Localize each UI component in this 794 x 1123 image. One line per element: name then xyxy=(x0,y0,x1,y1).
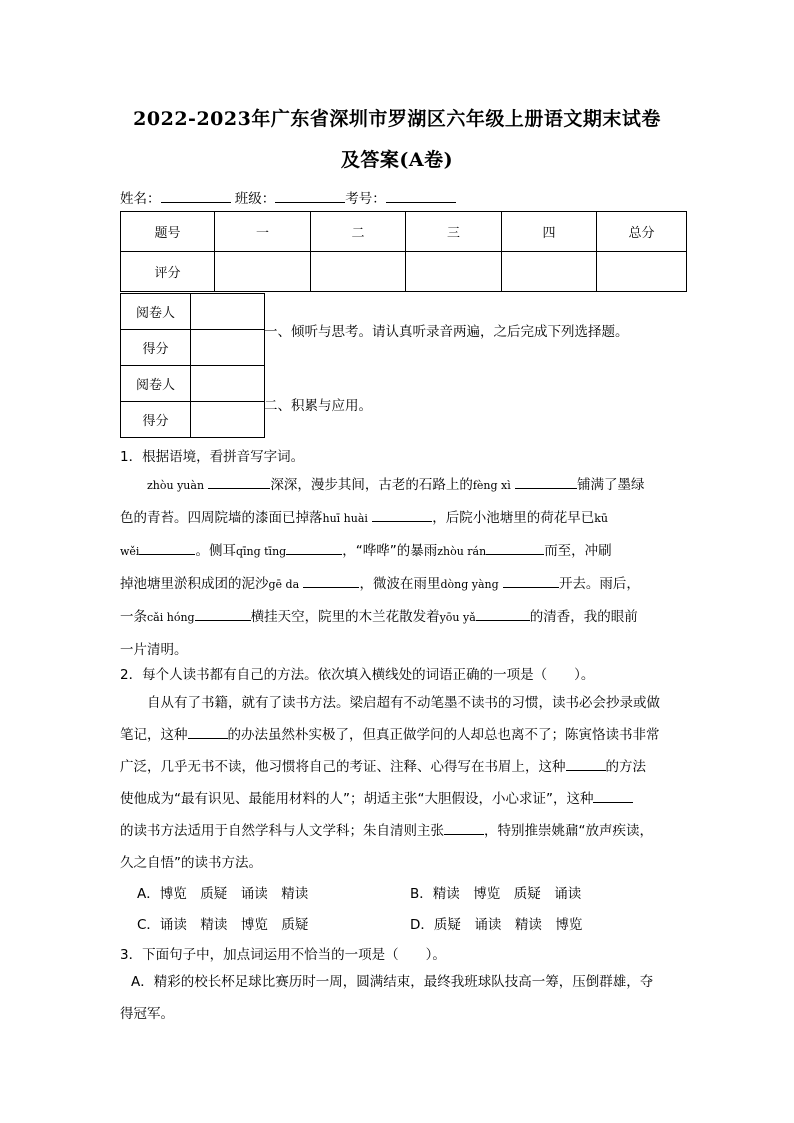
answer-blank[interactable] xyxy=(195,609,251,621)
reviewer-cell[interactable] xyxy=(191,366,265,402)
q1-stem: 1．根据语境，看拼音写字词。 xyxy=(120,449,305,465)
title-line-1: 2022-2023年广东省深圳市罗湖区六年级上册语文期末试卷 xyxy=(133,108,661,130)
q2-line: 久之自悟”的读书方法。 xyxy=(120,855,262,871)
answer-blank[interactable] xyxy=(515,477,577,489)
answer-blank[interactable] xyxy=(286,543,342,555)
q1-text: ，微波在雨里 xyxy=(359,576,441,592)
answer-blank[interactable] xyxy=(476,609,530,621)
pinyin: dòng yàng xyxy=(440,578,499,591)
q2-stem: 2．每个人读书都有自己的方法。依次填入横线处的词语正确的一项是（ ）。 xyxy=(120,667,595,683)
class-label: 班级： xyxy=(234,191,276,207)
q1-line xyxy=(120,568,676,601)
answer-blank[interactable] xyxy=(444,823,484,835)
score-header-cell: 四 xyxy=(502,212,597,252)
score-table-header-row xyxy=(121,212,687,252)
q1-text: 一片清明。 xyxy=(120,642,188,658)
reviewer-label: 阅卷人 xyxy=(121,366,191,402)
score-header-cell: 三 xyxy=(406,212,502,252)
score-cell[interactable] xyxy=(502,252,597,292)
grader-table-2 xyxy=(120,365,265,438)
q2-passage xyxy=(120,687,676,879)
answer-blank[interactable] xyxy=(208,477,270,489)
q1-text: 色的青苔。四周院墙的漆面已掉落 xyxy=(120,510,323,526)
reviewer-cell[interactable] xyxy=(191,294,265,330)
title-line-2: 及答案(A卷) xyxy=(340,149,454,171)
q1-text: ，后院小池塘里的荷花早已 xyxy=(432,510,595,526)
q1-text: ，“哗哗”的暴雨 xyxy=(342,543,438,559)
score-row-label: 评分 xyxy=(121,252,215,292)
q1-line xyxy=(120,634,676,666)
q1-line xyxy=(120,469,676,502)
score-header-cell: 一 xyxy=(215,212,311,252)
class-blank[interactable] xyxy=(275,191,345,203)
score-label: 得分 xyxy=(121,402,191,438)
q1-text: 。侧耳 xyxy=(195,543,236,559)
q1-text: 深深，漫步其间，古老的石路上的 xyxy=(270,477,473,493)
q2-option-a[interactable]: A．博览 质疑 诵读 精读 xyxy=(137,886,309,902)
q1-passage xyxy=(120,469,676,666)
answer-blank[interactable] xyxy=(372,510,432,522)
student-info-line xyxy=(120,187,456,207)
q1-text: 而至，冲刷 xyxy=(544,543,612,559)
answer-blank[interactable] xyxy=(503,576,559,588)
q3-line: A．精彩的校长杯足球比赛历时一周，圆满结束，最终我班球队技高一筹，压倒群雄，夺 xyxy=(131,974,654,990)
name-label: 姓名： xyxy=(120,191,161,207)
answer-blank[interactable] xyxy=(188,727,228,739)
q2-text: 的读书方法适用于自然学科与人文学科；朱自清则主张 xyxy=(120,823,444,839)
q2-line xyxy=(120,719,676,751)
pinyin: huī huài xyxy=(322,512,368,525)
score-header-cell: 题号 xyxy=(121,212,215,252)
reviewer-label: 阅卷人 xyxy=(121,294,191,330)
pinyin: zhòu rán xyxy=(437,545,487,558)
q1-text: 掉池塘里淤积成团的泥沙 xyxy=(120,576,269,592)
q1-line xyxy=(120,502,676,535)
section-2-heading: 二、积累与应用。 xyxy=(264,398,372,414)
q2-text: 使他成为“最有识见、最能用材料的人”；胡适主张“大胆假设，小心求证”，这种 xyxy=(120,791,594,807)
score-label: 得分 xyxy=(121,330,191,366)
pinyin: yōu yǎ xyxy=(439,611,476,624)
q1-text: 横挂天空，院里的木兰花散发着 xyxy=(250,609,440,625)
q2-option-d[interactable]: D．质疑 诵读 精读 博览 xyxy=(410,917,583,933)
section-1-heading: 一、倾听与思考。请认真听录音两遍，之后完成下列选择题。 xyxy=(264,324,629,340)
answer-blank[interactable] xyxy=(486,543,544,555)
score-header-cell: 总分 xyxy=(597,212,687,252)
q2-text: 笔记，这种 xyxy=(120,727,188,743)
score-cell[interactable] xyxy=(406,252,502,292)
q3-line: 得冠军。 xyxy=(120,1006,174,1022)
answer-blank[interactable] xyxy=(566,759,606,771)
pinyin: zhòu yuàn xyxy=(147,479,205,492)
q1-text: 一条 xyxy=(120,609,147,625)
score-table-score-row xyxy=(121,252,687,292)
q2-text: 的办法虽然朴实极了，但真正做学问的人却总也离不了；陈寅恪读书非常 xyxy=(227,727,660,743)
answer-blank[interactable] xyxy=(593,791,633,803)
q2-option-b[interactable]: B．精读 博览 质疑 诵读 xyxy=(410,886,582,902)
q2-line xyxy=(120,783,676,815)
answer-blank[interactable] xyxy=(303,576,359,588)
score-cell[interactable] xyxy=(215,252,311,292)
q3-option-a[interactable] xyxy=(131,966,676,998)
exam-no-blank[interactable] xyxy=(386,191,456,203)
q1-text: 开去。雨后， xyxy=(558,576,640,592)
pinyin: qīng tīng xyxy=(235,545,287,558)
answer-blank[interactable] xyxy=(139,543,195,555)
score-cell[interactable] xyxy=(311,252,406,292)
pinyin: gē da xyxy=(268,578,300,591)
pinyin: wěi xyxy=(120,545,140,558)
q2-line xyxy=(120,815,676,847)
grader-table-1 xyxy=(120,293,265,366)
name-blank[interactable] xyxy=(161,191,231,203)
pinyin: cǎi hóng xyxy=(147,611,195,624)
q1-line xyxy=(120,535,676,568)
q2-text: 的方法 xyxy=(605,759,646,775)
q2-text: 广泛，几乎无书不读，他习惯将自己的考证、注释、心得写在书眉上，这种 xyxy=(120,759,566,775)
q1-text: 的清香，我的眼前 xyxy=(529,609,638,625)
score-header-cell: 二 xyxy=(311,212,406,252)
pinyin: kū xyxy=(594,512,608,525)
q2-option-c[interactable]: C．诵读 精读 博览 质疑 xyxy=(137,917,309,933)
q3-stem: 3．下面句子中，加点词运用不恰当的一项是（ ）。 xyxy=(120,947,446,963)
q1-line xyxy=(120,601,676,634)
score-entry-cell[interactable] xyxy=(191,402,265,438)
score-cell[interactable] xyxy=(597,252,687,292)
score-table xyxy=(120,211,687,292)
q3-option-a-cont xyxy=(120,998,676,1030)
pinyin: fèng xì xyxy=(472,479,511,492)
score-entry-cell[interactable] xyxy=(191,330,265,366)
q2-line xyxy=(120,751,676,783)
q2-text: ，特别推崇姚鼐“放声疾读， xyxy=(484,823,653,839)
q2-line: 自从有了书籍，就有了读书方法。梁启超有不动笔墨不读书的习惯，读书必会抄录或做 xyxy=(147,695,660,711)
q1-text: 铺满了墨绿 xyxy=(577,477,645,493)
exam-no-label: 考号： xyxy=(345,191,386,207)
